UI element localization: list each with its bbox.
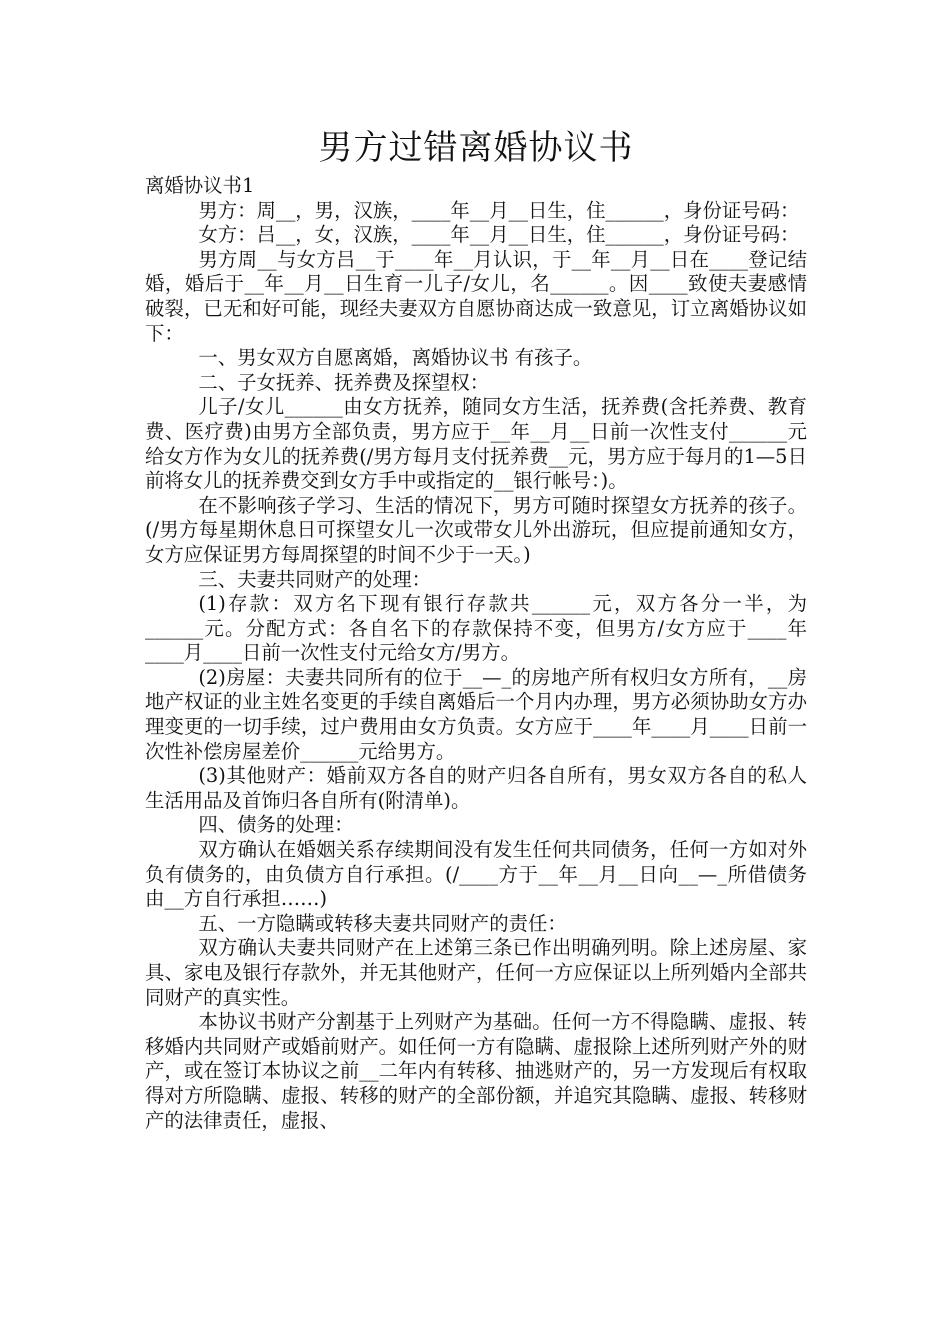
paragraph: 二、子女抚养、抚养费及探望权： <box>198 370 490 394</box>
document-title: 男方过错离婚协议书 <box>318 128 634 168</box>
document-page <box>145 124 807 1133</box>
paragraph: 三、夫妻共同财产的处理： <box>198 567 432 591</box>
section-heading: 离婚协议书1 <box>145 174 255 197</box>
paragraph: (1)存款：双方名下现有银行存款共______元，双方各分一半，为______元。分配方式：各自名下的存款保持不变，但男方/女方应于____年____月____日前一次性支付元给女方/男方。 <box>145 592 807 665</box>
paragraph: 女方：吕__，女，汉族，____年__月__日生，住______，身份证号码： <box>198 223 800 247</box>
paragraph: 一、男女双方自愿离婚，离婚协议书 有孩子。 <box>198 346 593 370</box>
document-body <box>145 174 807 1133</box>
paragraph: 在不影响孩子学习、生活的情况下，男方可随时探望女方抚养的孩子。(/男方每星期休息日可探望女儿一次或带女儿外出游玩，但应提前通知女方，女方应保证男方每周探望的时间不少于一天。) <box>145 493 807 566</box>
paragraph: 五、一方隐瞒或转移夫妻共同财产的责任： <box>198 911 567 935</box>
paragraph: 双方确认夫妻共同财产在上述第三条已作出明确列明。除上述房屋、家具、家电及银行存款外，并无其他财产，任何一方应保证以上所列婚内全部共同财产的真实性。 <box>145 936 807 1009</box>
paragraph: 儿子/女儿______由女方抚养，随同女方生活，抚养费(含托养费、教育费、医疗费)由男方全部负责，男方应于__年__月__日前一次性支付______元给女方作为女儿的抚养费(/男方每月支付抚养费__元，男方应于每月的1—5日前将女儿的抚养费交到女方手中或指定的__银行帐号：)。 <box>145 395 807 493</box>
paragraph: 四、债务的处理： <box>198 813 354 837</box>
paragraph: 本协议书财产分割基于上列财产为基础。任何一方不得隐瞒、虚报、转移婚内共同财产或婚前财产。如任何一方有隐瞒、虚报除上述所列财产外的财产，或在签订本协议之前__二年内有转移、抽逃财产的，另一方发现后有权取得对方所隐瞒、虚报、转移的财产的全部份额，并追究其隐瞒、虚报、转移财产的法律责任，虚报、 <box>145 1010 807 1132</box>
paragraph: (3)其他财产：婚前双方各自的财产归各自所有，男女双方各自的私人生活用品及首饰归各自所有(附清单)。 <box>145 764 807 812</box>
paragraph: 男方周__与女方吕__于____年__月认识，于__年__月__日在____登记结婚，婚后于__年__月__日生育一儿子/女儿，名______。因____致使夫妻感情破裂，已无和好可能，现经夫妻双方自愿协商达成一致意见，订立离婚协议如下： <box>145 247 807 345</box>
paragraph: 双方确认在婚姻关系存续期间没有发生任何共同债务，任何一方如对外负有债务的，由负债方自行承担。(/____方于__年__月__日向__—_所借债务由__方自行承担……) <box>145 838 807 911</box>
paragraph: (2)房屋：夫妻共同所有的位于__—_的房地产所有权归女方所有，__房地产权证的业主姓名变更的手续自离婚后一个月内办理，男方必须协助女方办理变更的一切手续，过户费用由女方负责。女方应于____年____月____日前一次性补偿房屋差价______元给男方。 <box>145 665 807 763</box>
paragraph: 男方：周__，男，汉族，____年__月__日生，住______，身份证号码： <box>198 198 800 222</box>
